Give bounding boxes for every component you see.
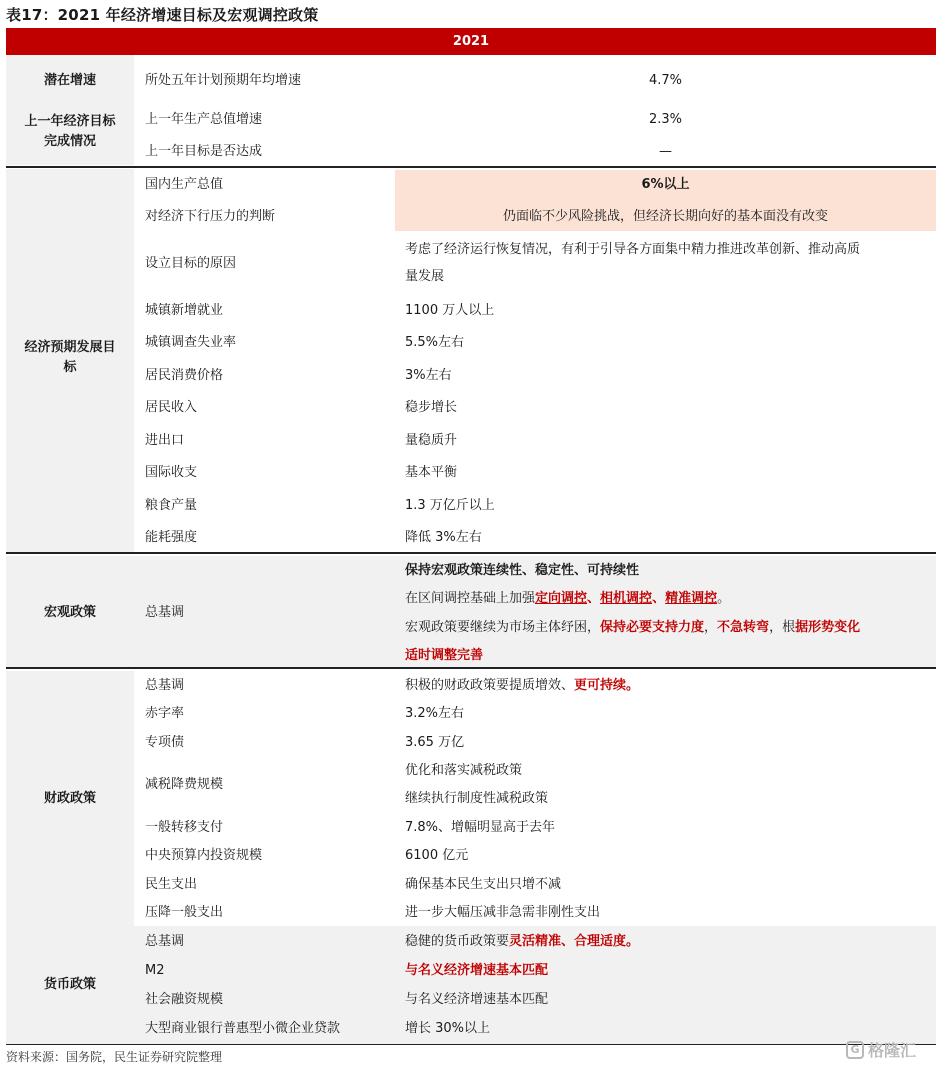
label-reason: 设立目标的原因 (145, 256, 237, 271)
value-balance: 基本平衡 (405, 465, 458, 480)
value-deficit: 3.2%左右 (405, 706, 465, 721)
table-caption: 表17：2021 年经济增速目标及宏观调控政策 (6, 6, 319, 24)
value-general-spending: 进一步大幅压减非急需非刚性支出 (405, 905, 601, 920)
category-macro-policy: 宏观政策 (43, 605, 96, 620)
section-divider (6, 552, 936, 554)
value-tax-cut-line2: 继续执行制度性减税政策 (405, 791, 549, 806)
year-label: 2021 (452, 34, 490, 49)
label-unemployment: 城镇调查失业率 (145, 335, 237, 350)
label-tax-cut: 减税降费规模 (145, 777, 224, 792)
value-plan-growth: 4.7% (648, 73, 683, 88)
watermark-logo-icon: G (846, 1041, 864, 1059)
value-monetary-tone (405, 932, 639, 952)
macro-line3-red1: 保持必要支持力度 (600, 620, 705, 635)
macro-line2-red2: 相机调控 (600, 591, 653, 606)
label-gdp: 国内生产总值 (145, 177, 224, 192)
value-prev-gdp-growth: 2.3% (648, 112, 683, 127)
value-m2: 与名义经济增速基本匹配 (405, 963, 549, 978)
macro-line2-end: 。 (717, 591, 731, 606)
watermark (846, 1038, 916, 1061)
macro-line2-sep2: 、 (652, 591, 666, 606)
category-dev-line1: 经济预期发展目 (24, 340, 116, 355)
label-central-investment: 中央预算内投资规模 (145, 848, 263, 863)
value-energy: 降低 3%左右 (405, 530, 482, 545)
category-fiscal-policy: 财政政策 (43, 791, 96, 806)
value-pressure: 仍面临不少风险挑战，但经济长期向好的基本面没有改变 (502, 209, 828, 224)
label-monetary-tone: 总基调 (145, 934, 185, 949)
macro-line2-red1: 定向调控 (535, 591, 588, 606)
value-central-investment: 6100 亿元 (405, 848, 469, 863)
value-special-bond: 3.65 万亿 (405, 735, 465, 750)
value-new-jobs: 1100 万人以上 (405, 303, 495, 318)
value-livelihood: 确保基本民生支出只增不减 (405, 877, 562, 892)
category-dev-line2: 标 (63, 360, 77, 375)
label-energy: 能耗强度 (145, 530, 198, 545)
macro-line3 (405, 618, 860, 638)
value-gdp: 6%以上 (641, 177, 690, 192)
year-header (6, 28, 936, 55)
value-fiscal-tone (405, 676, 639, 696)
label-plan-growth: 所处五年计划预期年均增速 (145, 73, 302, 88)
category-prev-year (6, 110, 134, 154)
macro-line2-sep1: 、 (587, 591, 601, 606)
label-social-financing: 社会融资规模 (145, 992, 224, 1007)
label-general-spending: 压降一般支出 (145, 905, 224, 920)
value-grain: 1.3 万亿斤以上 (405, 498, 495, 513)
macro-line1: 保持宏观政策连续性、稳定性、可持续性 (405, 563, 640, 578)
macro-line2 (405, 589, 730, 609)
macro-line3-red2: 不急转弯 (717, 620, 770, 635)
label-special-bond: 专项债 (145, 735, 185, 750)
value-reason-line1: 考虑了经济运行恢复情况，有利于引导各方面集中精力推进改革创新、推动高质 (405, 242, 861, 257)
value-unemployment: 5.5%左右 (405, 335, 465, 350)
category-potential-growth: 潜在增速 (43, 73, 96, 88)
category-development-targets (6, 336, 134, 380)
macro-line3-sep: ， (704, 620, 718, 635)
section-divider (6, 166, 936, 168)
table-bottom-rule (6, 1044, 936, 1045)
label-transfer: 一般转移支付 (145, 820, 224, 835)
value-transfer: 7.8%、增幅明显高于去年 (405, 820, 556, 835)
macro-line3-red3: 据形势变化 (795, 620, 861, 635)
label-new-jobs: 城镇新增就业 (145, 303, 224, 318)
macro-line3-pre: 宏观政策要继续为市场主体纾困， (405, 620, 601, 635)
value-cpi: 3%左右 (405, 368, 452, 383)
fiscal-tone-pre: 积极的财政政策要提质增效、 (405, 678, 575, 693)
label-balance: 国际收支 (145, 465, 198, 480)
label-sme-loans: 大型商业银行普惠型小微企业贷款 (145, 1021, 341, 1036)
label-deficit: 赤字率 (145, 706, 185, 721)
label-macro-tone: 总基调 (145, 605, 185, 620)
fiscal-tone-red: 更可持续。 (574, 678, 640, 693)
label-cpi: 居民消费价格 (145, 368, 224, 383)
watermark-text: 格隆汇 (868, 1041, 917, 1060)
label-income: 居民收入 (145, 400, 198, 415)
label-livelihood: 民生支出 (145, 877, 198, 892)
monetary-tone-pre: 稳健的货币政策要 (405, 934, 510, 949)
macro-line3-mid: ，根 (769, 620, 796, 635)
value-social-financing: 与名义经济增速基本匹配 (405, 992, 549, 1007)
section-divider (6, 667, 936, 669)
label-trade: 进出口 (145, 433, 185, 448)
macro-line2-pre: 在区间调控基础上加强 (405, 591, 536, 606)
value-reason-line2: 量发展 (405, 269, 445, 284)
macro-line4: 适时调整完善 (405, 648, 484, 663)
label-grain: 粮食产量 (145, 498, 198, 513)
value-income: 稳步增长 (405, 400, 458, 415)
source-note: 资料来源：国务院，民生证券研究院整理 (6, 1050, 223, 1064)
label-prev-target-met: 上一年目标是否达成 (145, 144, 263, 159)
value-sme-loans: 增长 30%以上 (405, 1021, 491, 1036)
value-tax-cut-line1: 优化和落实减税政策 (405, 763, 523, 778)
macro-line2-red3: 精准调控 (665, 591, 718, 606)
label-m2: M2 (145, 963, 165, 978)
monetary-tone-red: 灵活精准、合理适度。 (509, 934, 640, 949)
label-pressure: 对经济下行压力的判断 (145, 209, 276, 224)
value-prev-target-met: — (659, 144, 672, 159)
label-fiscal-tone: 总基调 (145, 678, 185, 693)
label-prev-gdp-growth: 上一年生产总值增速 (145, 112, 263, 127)
category-prev-year-line1: 上一年经济目标 (24, 114, 116, 129)
value-trade: 量稳质升 (405, 433, 458, 448)
category-prev-year-line2: 完成情况 (43, 134, 96, 149)
category-monetary-policy: 货币政策 (43, 977, 96, 992)
